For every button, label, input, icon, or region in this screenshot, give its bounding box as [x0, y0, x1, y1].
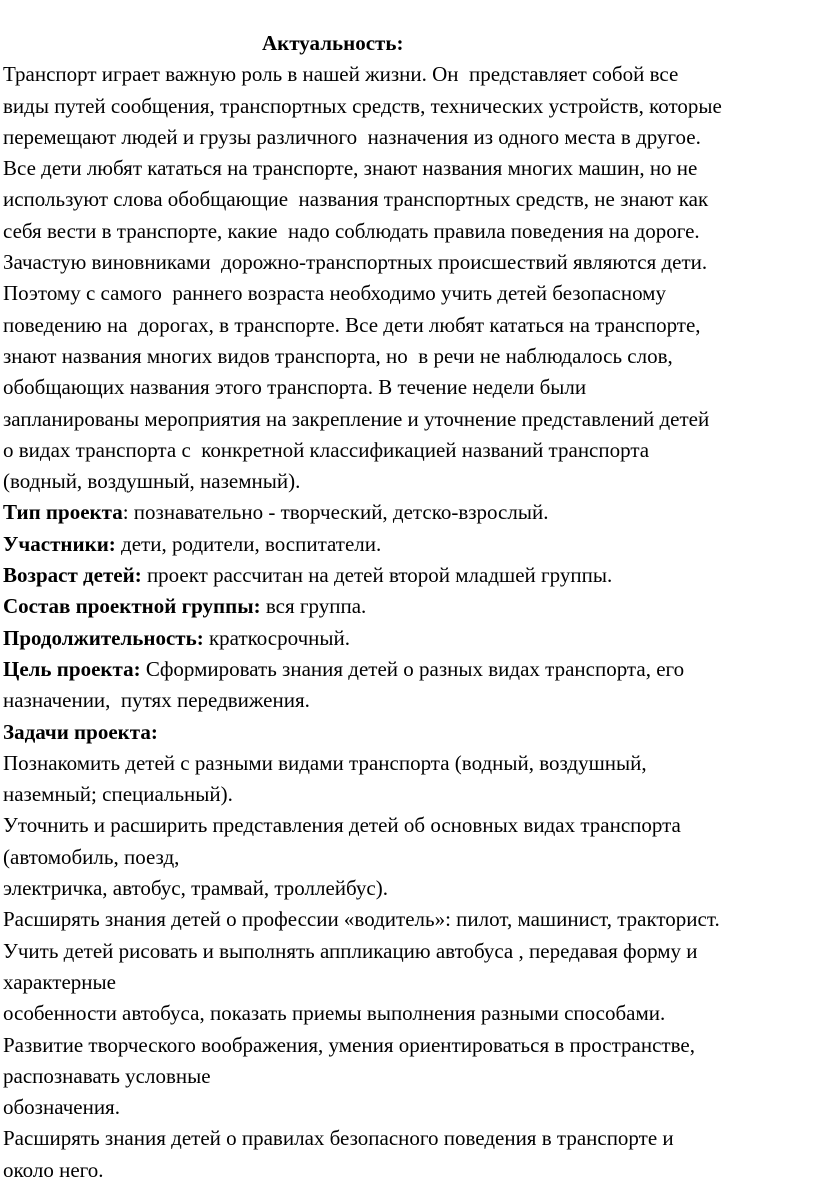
task-line: Уточнить и расширить представления детей об основных видах транспорта — [3, 813, 681, 838]
task-line: электричка, автобус, трамвай, троллейбус). — [3, 876, 388, 901]
task-line: Расширять знания детей о правилах безопасного поведения в транспорте и — [3, 1126, 674, 1151]
project-group-label: Состав проектной группы: — [3, 594, 261, 619]
goal-continuation: назначении, путях передвижения. — [3, 688, 310, 713]
intro-line: запланированы мероприятия на закрепление и уточнение представлений детей — [3, 406, 710, 431]
duration-label: Продолжительность: — [3, 625, 204, 650]
intro-line: обобщающих названия этого транспорта. В течение недели были — [3, 375, 587, 400]
duration-row — [3, 623, 816, 654]
duration-value: краткосрочный. — [203, 625, 350, 650]
intro-line: Транспорт играет важную роль в нашей жизни. Он представляет собой все — [3, 62, 679, 87]
intro-line: используют слова обобщающие названия транспортных средств, не знают как — [3, 187, 709, 212]
task-line: Расширять знания детей о профессии «водитель»: пилот, машинист, тракторист. — [3, 907, 720, 932]
project-type-row — [3, 497, 816, 528]
project-type-label: Тип проекта — [3, 500, 123, 525]
intro-line: виды путей сообщения, транспортных средств, технических устройств, которые — [3, 93, 722, 118]
intro-line: себя вести в транспорте, какие надо соблюдать правила поведения на дороге. — [3, 218, 700, 243]
goal-value: Сформировать знания детей о разных видах транспорта, его — [140, 656, 685, 681]
intro-line: Зачастую виновниками дорожно-транспортных происшествий являются дети. — [3, 250, 708, 275]
intro-line: поведению на дорогах, в транспорте. Все дети любят кататься на транспорте, — [3, 312, 701, 337]
intro-line: знают названия многих видов транспорта, но в речи не наблюдалось слов, — [3, 343, 673, 368]
children-age-label: Возраст детей: — [3, 563, 142, 588]
goal-label: Цель проекта: — [3, 656, 141, 681]
page-title: Актуальность: — [262, 31, 404, 55]
project-group-row — [3, 591, 816, 622]
task-line: характерные — [3, 969, 116, 994]
task-line: обозначения. — [3, 1095, 120, 1120]
task-line: около него. — [3, 1157, 104, 1182]
intro-line: Поэтому с самого раннего возраста необходимо учить детей безопасному — [3, 281, 666, 306]
participants-row — [3, 529, 816, 560]
task-line: Учить детей рисовать и выполнять аппликацию автобуса , передавая форму и — [3, 938, 698, 963]
intro-line: Все дети любят кататься на транспорте, знают названия многих машин, но не — [3, 156, 698, 181]
intro-paragraph — [3, 59, 816, 497]
goal-row — [3, 654, 816, 685]
task-line: Познакомить детей с разными видами транспорта (водный, воздушный, — [3, 750, 647, 775]
task-line: Развитие творческого воображения, умения ориентироваться в пространстве, — [3, 1032, 695, 1057]
task-line: особенности автобуса, показать приемы выполнения разными способами. — [3, 1001, 666, 1026]
task-line: (автомобиль, поезд, — [3, 844, 180, 869]
project-type-value: : познавательно - творческий, детско-взрослый. — [122, 500, 549, 525]
task-line: наземный; специальный). — [3, 782, 233, 807]
intro-line: (водный, воздушный, наземный). — [3, 469, 301, 494]
tasks-heading: Задачи проекта: — [3, 719, 158, 744]
participants-label: Участники: — [3, 531, 116, 556]
tasks-list — [3, 748, 816, 1186]
intro-line: о видах транспорта с конкретной классификацией названий транспорта — [3, 437, 650, 462]
participants-value: дети, родители, воспитатели. — [115, 531, 382, 556]
children-age-value: проект рассчитан на детей второй младшей группы. — [141, 563, 613, 588]
children-age-row — [3, 560, 816, 591]
project-group-value: вся группа. — [260, 594, 367, 619]
intro-line: перемещают людей и грузы различного назначения из одного места в другое. — [3, 124, 701, 149]
task-line: распознавать условные — [3, 1063, 211, 1088]
